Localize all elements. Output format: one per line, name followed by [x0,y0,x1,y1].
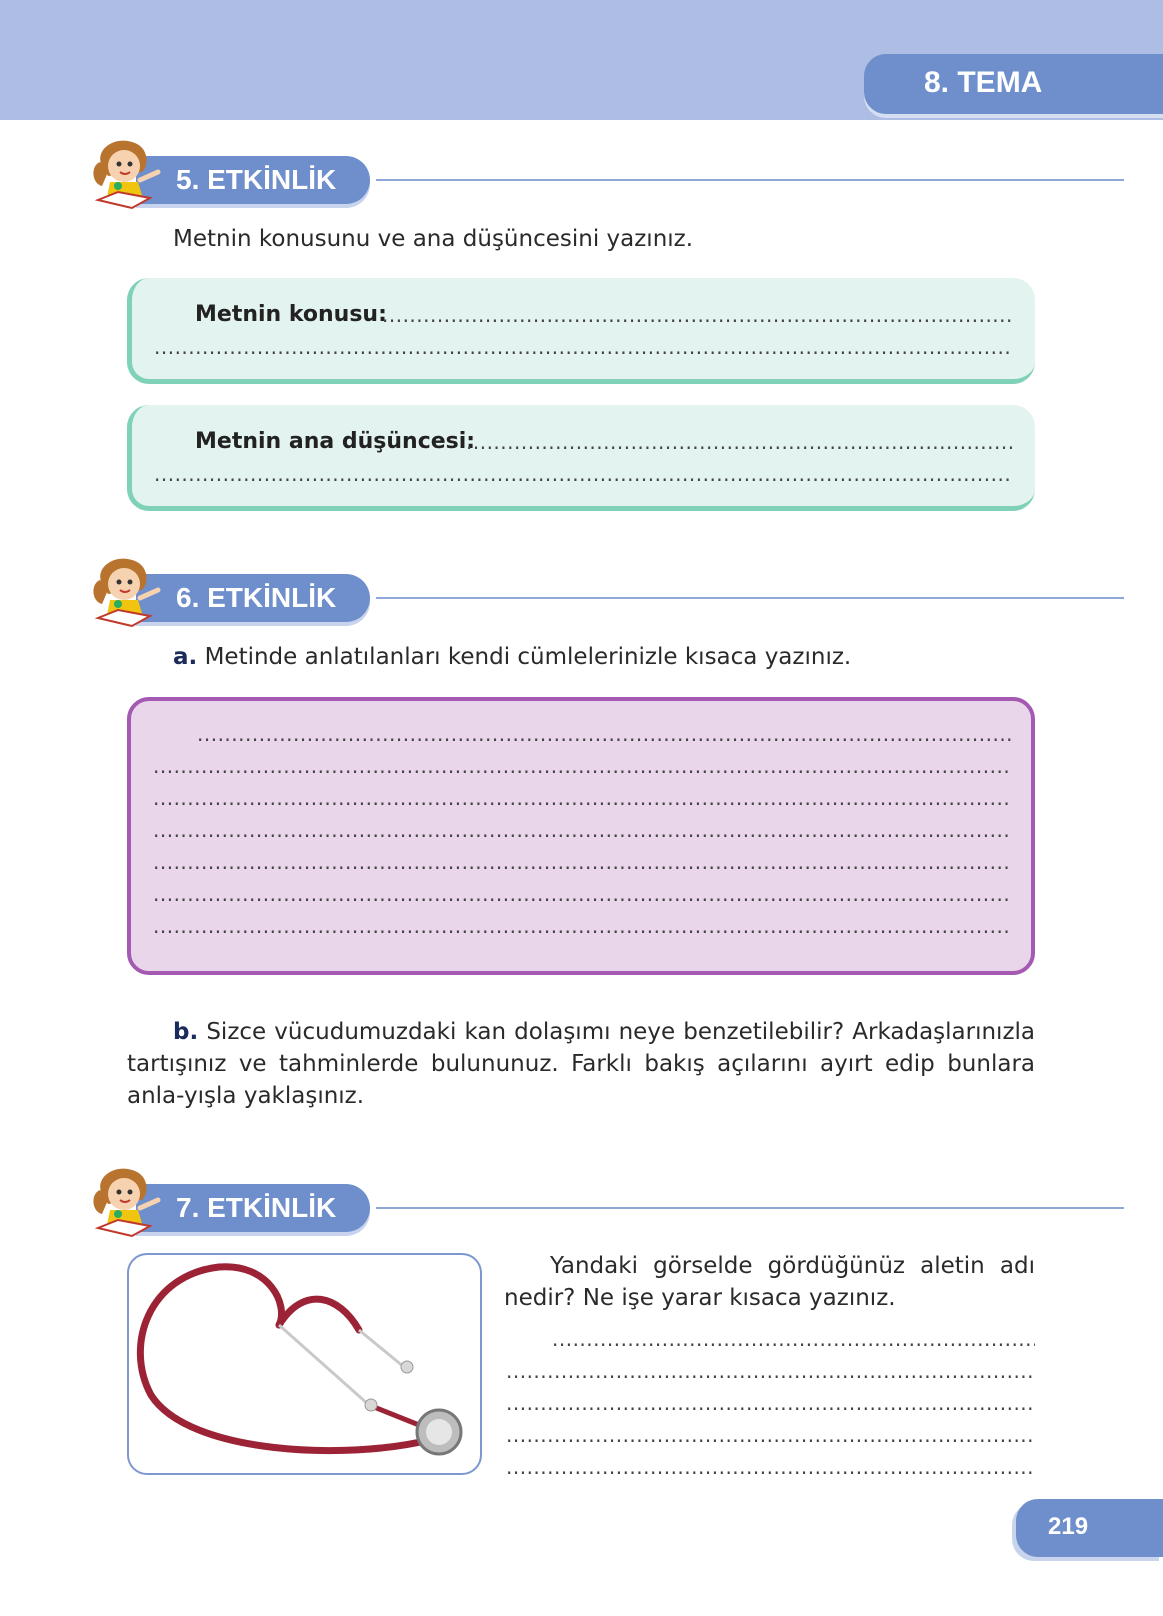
activity-6b-text: Sizce vücudumuzdaki kan dolaşımı neye benzetilebilir? Arkadaşlarınızla tartışınız ve tahminlerde bulununuz. Farklı bakış açılarını ayırt edip bunlara anla-yışla yaklaşınız. [127,1019,1035,1109]
page-number-tab [1016,1499,1163,1557]
summary-answer-line[interactable] [153,785,1011,811]
activity-6b-label: b. [173,1019,199,1045]
activity-7-title: 7. ETKİNLİK [176,1192,337,1223]
girl-mascot-icon [88,554,168,632]
topic-box [127,278,1035,384]
header-rule [376,179,1124,181]
tool-answer-line[interactable] [552,1326,1035,1352]
activity-6b-paragraph [127,1016,1035,1112]
activity-5-title: 5. ETKİNLİK [176,164,337,195]
activity-6-pill [136,574,370,622]
activity-6a-label: a. [173,644,198,670]
girl-mascot-icon [88,1164,168,1242]
header-rule [376,597,1124,599]
summary-answer-line[interactable] [153,849,1011,875]
topic-answer-line[interactable] [154,334,1012,360]
stethoscope-image-frame [127,1253,482,1475]
tool-answer-line[interactable] [506,1358,1035,1384]
main-idea-label: Metnin ana düşüncesi: [195,429,476,454]
summary-answer-line[interactable] [153,881,1011,907]
summary-box [127,697,1035,975]
activity-7-pill [136,1184,370,1232]
theme-title: 8. TEMA [924,66,1043,99]
page-number: 219 [1048,1513,1089,1540]
activity-6-header [88,554,1038,626]
topic-label: Metnin konusu: [195,302,387,327]
topic-answer-line[interactable] [382,302,1012,328]
activity-7-header [88,1164,1038,1236]
girl-mascot-icon [88,136,168,214]
main-idea-box [127,405,1035,511]
tool-answer-line[interactable] [506,1390,1035,1416]
activity-7-question: Yandaki görselde gördüğünüz aletin adı nedir? Ne işe yarar kısaca yazınız. [504,1253,1035,1311]
activity-5-header [88,136,1038,208]
summary-answer-line[interactable] [197,721,1011,747]
activity-5-instruction: Metnin konusunu ve ana düşüncesini yazınız. [173,226,694,252]
activity-6a-instruction [173,644,851,670]
main-idea-answer-line[interactable] [154,461,1012,487]
stethoscope-icon [129,1255,480,1473]
tool-answer-line[interactable] [506,1422,1035,1448]
theme-tab [864,54,1163,114]
tool-answer-line[interactable] [506,1454,1035,1480]
activity-6a-text: Metinde anlatılanları kendi cümlelerinizle kısaca yazınız. [204,644,852,670]
summary-answer-line[interactable] [153,753,1011,779]
summary-answer-line[interactable] [153,817,1011,843]
main-idea-answer-line[interactable] [466,429,1012,455]
activity-5-pill [136,156,370,204]
activity-6-title: 6. ETKİNLİK [176,582,337,613]
header-rule [376,1207,1124,1209]
summary-answer-line[interactable] [153,913,1011,939]
